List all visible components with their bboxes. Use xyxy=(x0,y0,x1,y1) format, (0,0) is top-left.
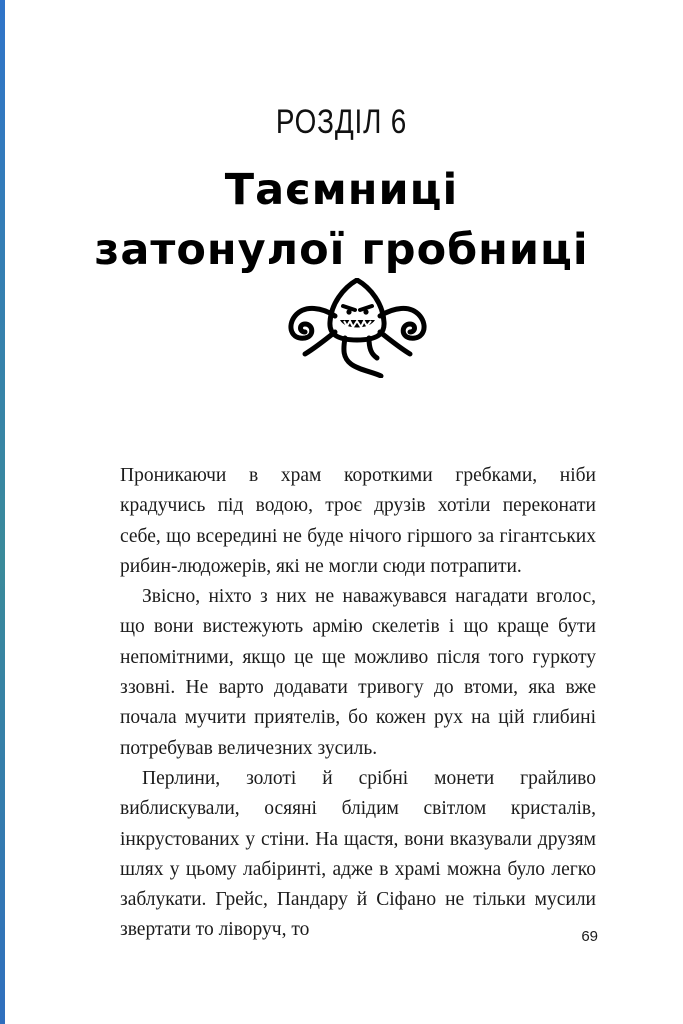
page-edge-strip xyxy=(0,0,5,1024)
page-number: 69 xyxy=(581,928,598,945)
chapter-title-line-2: затонулої гробниці xyxy=(94,225,589,275)
paragraph-3: Перлини, золоті й срібні монети грайливо виблискували, осяяні блідим світлом кристалів, інкрустованих у стіни. На щастя, вони вказували друзям шлях у цьому лабіринті, адже в храмі можна було легко заблукати. Грейс, Пандару й Сіфано не тільки мусили звертати то ліворуч, то xyxy=(120,767,596,941)
chapter-body-text xyxy=(120,461,596,946)
chapter-number: РОЗДІЛ 6 xyxy=(275,103,408,141)
paragraph-2: Звісно, ніхто з них не наважувався нагадати вголос, що вони вистежують армію скелетів і що краще бути непомітними, якщо це ще можливо після того гуркоту ззовні. Не варто додавати тривогу до втоми, яка вже почала мучити приятелів, бо кожен рух на цій глибині потребував величезних зусиль. xyxy=(120,586,596,759)
chapter-title xyxy=(0,160,683,280)
paragraph-1: Проникаючи в храм короткими гребками, ніби крадучись під водою, троє друзів хотіли переконати себе, що всередині не буде нічого гіршого за гігантських рибин-людожерів, які не могли сюди потрапити. xyxy=(120,465,596,577)
tentacled-monster-icon xyxy=(285,278,430,378)
chapter-title-line-1: Таємниці xyxy=(224,165,459,215)
